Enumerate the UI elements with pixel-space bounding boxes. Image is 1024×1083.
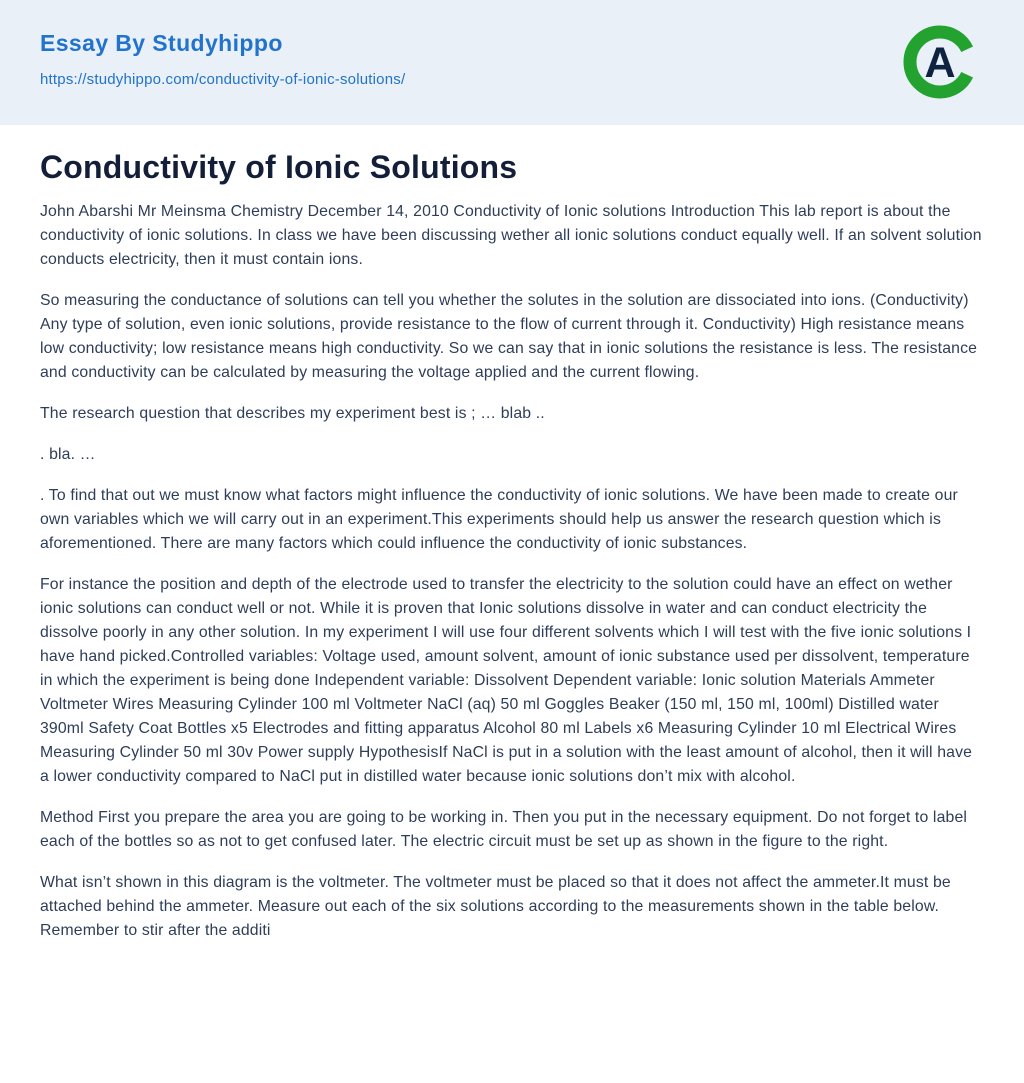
paragraph-6: For instance the position and depth of the electrode used to transfer the electricity to the solution could have an effect on wether ionic solutions can conduct well or not. While it is proven that Ionic solutions dissolve in water and can conduct electricity the dissolve poorly in any other solution. In my experiment I will use four different solvents which I will test with the five ionic solutions I have hand picked.Controlled variables: Voltage used, amount solvent, amount of ionic substance used per dissolvent, temperature in which the experiment is being done Independent variable: Dissolvent Dependent variable: Ionic solution Materials Ammeter Voltmeter Wires Measuring Cylinder 100 ml Voltmeter NaCl (aq) 50 ml Goggles Beaker (150 ml, 150 ml, 100ml) Distilled water 390ml Safety Coat Bottles x5 Electrodes and fitting apparatus Alcohol 80 ml Labels x6 Measuring Cylinder 10 ml Electrical Wires Measuring Cylinder 50 ml 30v Power supply HypothesisIf NaCl is put in a solution with the least amount of alcohol, then it will have a lower conductivity compared to NaCl put in distilled water because ionic solutions don’t mix with alcohol.: [40, 576, 973, 785]
page-title: Conductivity of Ionic Solutions: [40, 149, 518, 185]
logo-letter: A: [924, 39, 956, 87]
article-body: [0, 125, 1024, 943]
byline: Essay By Studyhippo: [40, 30, 283, 56]
paragraph-5: . To find that out we must know what factors might influence the conductivity of ionic solutions. We have been made to create our own variables which we will carry out in an experiment.This experiments should help us answer the research question which is aforementioned. There are many factors which could influence the conductivity of ionic substances.: [40, 487, 958, 552]
studyhippo-logo[interactable]: [902, 24, 978, 100]
page-header: [0, 0, 1024, 125]
paragraph-3: The research question that describes my experiment best is ; … blab ..: [40, 405, 545, 422]
paragraph-8: What isn’t shown in this diagram is the voltmeter. The voltmeter must be placed so that it does not affect the ammeter.It must be attached behind the ammeter. Measure out each of the six solutions according to the measurements shown in the table below. Remember to stir after the additi: [40, 874, 951, 939]
paragraph-7: Method First you prepare the area you are going to be working in. Then you put in the necessary equipment. Do not forget to label each of the bottles so as not to get confused later. The electric circuit must be set up as shown in the figure to the right.: [40, 809, 968, 850]
logo-ring-icon: [902, 24, 978, 100]
paragraph-2: So measuring the conductance of solutions can tell you whether the solutes in the solution are dissociated into ions. (Conductivity) Any type of solution, even ionic solutions, provide resistance to the flow of current through it. Conductivity) High resistance means low conductivity; low resistance means high conductivity. So we can say that in ionic solutions the resistance is less. The resistance and conductivity can be calculated by measuring the voltage applied and the current flowing.: [40, 292, 978, 381]
paragraph-1: John Abarshi Mr Meinsma Chemistry December 14, 2010 Conductivity of Ionic solutions Introduction This lab report is about the conductivity of ionic solutions. In class we have been discussing wether all ionic solutions conduct equally well. If an solvent solution conducts electricity, then it must contain ions.: [40, 203, 982, 268]
source-url-link[interactable]: https://studyhippo.com/conductivity-of-ionic-solutions/: [40, 71, 406, 88]
paragraph-4: . bla. …: [40, 446, 96, 463]
